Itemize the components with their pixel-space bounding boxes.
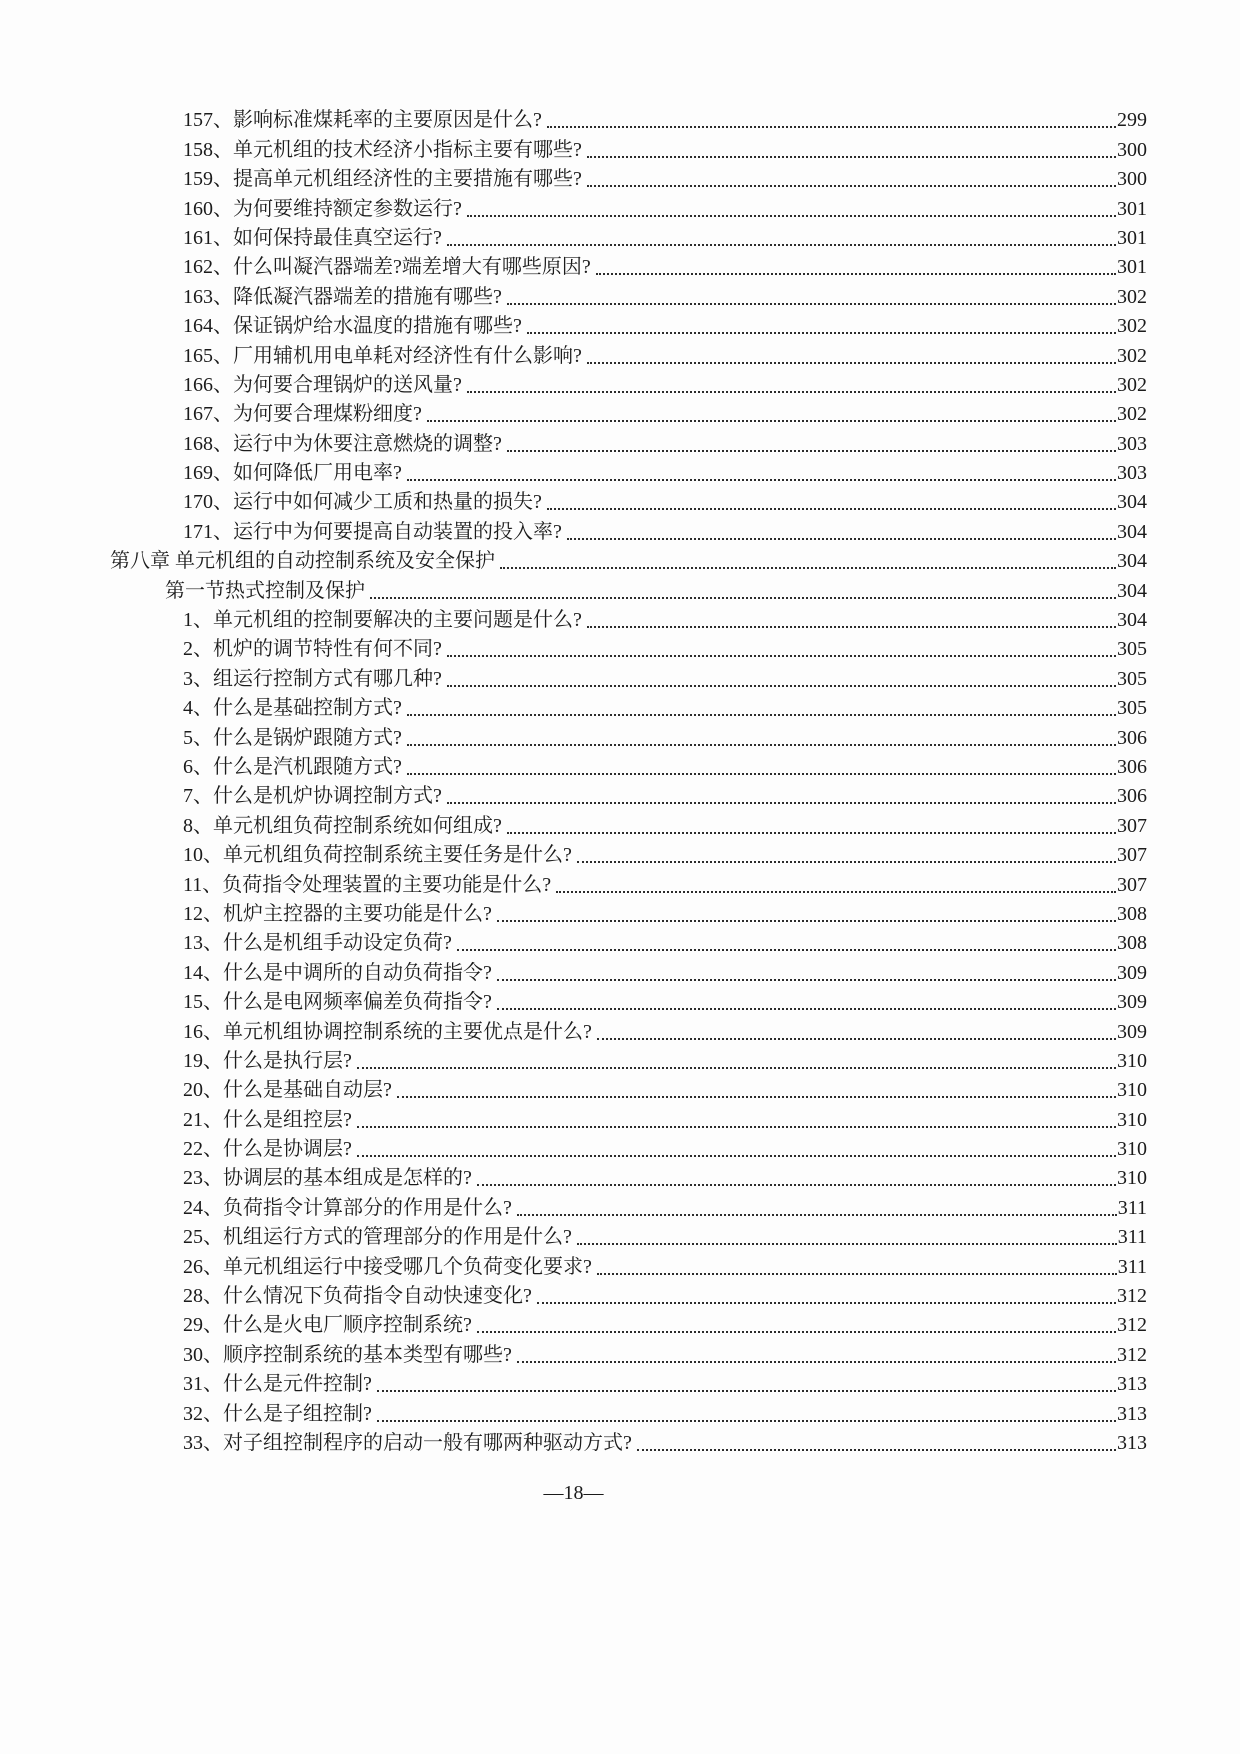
dotted-leader — [357, 1067, 1116, 1069]
toc-entry — [0, 486, 1147, 515]
toc-entry-label: 24、负荷指令计算部分的作用是什么? — [183, 1196, 512, 1219]
toc-entry-label: 8、单元机组负荷控制系统如何组成? — [183, 814, 502, 837]
toc-entry — [0, 604, 1147, 633]
toc-entry — [0, 104, 1147, 133]
toc-entry-page: 311 — [1117, 1226, 1147, 1249]
toc-entry — [0, 721, 1147, 750]
toc-entry — [0, 1397, 1147, 1426]
dotted-leader — [587, 156, 1116, 158]
dotted-leader — [447, 685, 1116, 687]
toc-entry-label: 167、为何要合理煤粉细度? — [183, 403, 422, 426]
toc-entry — [0, 1045, 1147, 1074]
dotted-leader — [587, 362, 1116, 364]
dotted-leader — [447, 655, 1116, 657]
toc-entry-page: 306 — [1117, 785, 1147, 808]
toc-entry-page: 310 — [1117, 1138, 1147, 1161]
dotted-leader — [597, 1038, 1116, 1040]
toc-entry-page: 300 — [1117, 168, 1147, 191]
dotted-leader — [357, 1155, 1116, 1157]
toc-entry — [0, 751, 1147, 780]
toc-entry-page: 311 — [1117, 1196, 1147, 1219]
toc-entry-label: 22、什么是协调层? — [183, 1138, 352, 1161]
toc-entry — [0, 986, 1147, 1015]
toc-entry — [0, 633, 1147, 662]
dotted-leader — [477, 1184, 1116, 1186]
toc-entry-label: 28、什么情况下负荷指令自动快速变化? — [183, 1285, 532, 1308]
dotted-leader — [377, 1390, 1116, 1392]
dotted-leader — [517, 1214, 1117, 1216]
toc-entry-label: 2、机炉的调节特性有何不同? — [183, 638, 442, 661]
toc-entry-label: 1、单元机组的控制要解决的主要问题是什么? — [183, 609, 582, 632]
dotted-leader — [407, 479, 1116, 481]
toc-entry-page: 302 — [1117, 373, 1147, 396]
toc-entry — [0, 1221, 1147, 1250]
dotted-leader — [517, 1361, 1116, 1363]
dotted-leader — [547, 126, 1116, 128]
toc-entry — [0, 1338, 1147, 1367]
toc-entry-page: 304 — [1117, 550, 1147, 573]
toc-entry-label: 162、什么叫凝汽器端差?端差增大有哪些原因? — [183, 256, 591, 279]
toc-entry-page: 307 — [1117, 873, 1147, 896]
dotted-leader — [567, 538, 1116, 540]
toc-entry-page: 305 — [1117, 638, 1147, 661]
toc-entry-page: 306 — [1117, 755, 1147, 778]
toc-entry-label: 160、为何要维持额定参数运行? — [183, 197, 462, 220]
toc-entry-label: 15、什么是电网频率偏差负荷指令? — [183, 991, 492, 1014]
toc-entry-page: 310 — [1117, 1079, 1147, 1102]
toc-entry-label: 163、降低凝汽器端差的措施有哪些? — [183, 285, 502, 308]
toc-entry — [0, 956, 1147, 985]
dotted-leader — [497, 1008, 1116, 1010]
toc-entry-label: 14、什么是中调所的自动负荷指令? — [183, 961, 492, 984]
toc-entry — [0, 839, 1147, 868]
toc-entry — [0, 222, 1147, 251]
toc-entry-page: 311 — [1117, 1255, 1147, 1278]
dotted-leader — [547, 508, 1116, 510]
toc-entry — [0, 927, 1147, 956]
toc-entry — [0, 133, 1147, 162]
toc-entry — [0, 398, 1147, 427]
toc-entry-page: 308 — [1117, 932, 1147, 955]
toc-entry — [0, 662, 1147, 691]
toc-entry — [0, 192, 1147, 221]
toc-entry-page: 302 — [1117, 315, 1147, 338]
toc-entry — [0, 1250, 1147, 1279]
dotted-leader — [507, 303, 1116, 305]
dotted-leader — [370, 597, 1116, 599]
dotted-leader — [577, 1243, 1117, 1245]
toc-entry-page: 302 — [1117, 285, 1147, 308]
toc-entry-page: 306 — [1117, 726, 1147, 749]
dotted-leader — [467, 215, 1116, 217]
toc-entry — [0, 1103, 1147, 1132]
dotted-leader — [587, 185, 1116, 187]
dotted-leader — [507, 450, 1116, 452]
toc-entry-label: 164、保证锅炉给水温度的措施有哪些? — [183, 315, 522, 338]
toc-entry-label: 168、运行中为休要注意燃烧的调整? — [183, 432, 502, 455]
dotted-leader — [447, 244, 1116, 246]
toc-entry-label: 26、单元机组运行中接受哪几个负荷变化要求? — [183, 1255, 592, 1278]
toc-entry — [0, 369, 1147, 398]
toc-entry-label: 33、对子组控制程序的启动一般有哪两种驱动方式? — [183, 1431, 632, 1454]
toc-entry-label: 11、负荷指令处理装置的主要功能是什么? — [183, 873, 552, 896]
toc-entry-page: 301 — [1117, 226, 1147, 249]
dotted-leader — [597, 1273, 1117, 1275]
toc-entry — [0, 1280, 1147, 1309]
dotted-leader — [477, 1331, 1116, 1333]
toc-entry — [0, 339, 1147, 368]
toc-entry — [0, 280, 1147, 309]
toc-entry-page: 305 — [1117, 667, 1147, 690]
dotted-leader — [467, 391, 1116, 393]
toc-entry-page: 301 — [1117, 197, 1147, 220]
toc-entry-page: 304 — [1117, 609, 1147, 632]
toc-entry-label: 159、提高单元机组经济性的主要措施有哪些? — [183, 168, 582, 191]
toc-entry — [0, 809, 1147, 838]
toc-entry — [0, 898, 1147, 927]
dotted-leader — [377, 1420, 1116, 1422]
toc-entry-page: 301 — [1117, 256, 1147, 279]
toc-entry-label: 21、什么是组控层? — [183, 1108, 352, 1131]
toc-entry-label: 13、什么是机组手动设定负荷? — [183, 932, 452, 955]
toc-entry — [0, 1074, 1147, 1103]
toc-entry-label: 5、什么是锅炉跟随方式? — [183, 726, 402, 749]
toc-entry — [0, 545, 1147, 574]
dotted-leader — [500, 567, 1116, 569]
dotted-leader — [497, 920, 1116, 922]
toc-entry-page: 303 — [1117, 432, 1147, 455]
toc-entry — [0, 427, 1147, 456]
toc-entry-label: 161、如何保持最佳真空运行? — [183, 226, 442, 249]
toc-entry-label: 32、什么是子组控制? — [183, 1402, 372, 1425]
dotted-leader — [447, 802, 1116, 804]
toc-entry-page: 310 — [1117, 1167, 1147, 1190]
toc-entry-page: 302 — [1117, 403, 1147, 426]
toc-entry — [0, 1162, 1147, 1191]
toc-entry — [0, 163, 1147, 192]
dotted-leader — [596, 273, 1116, 275]
toc-entry-label: 170、运行中如何减少工质和热量的损失? — [183, 491, 542, 514]
toc-entry-label: 23、协调层的基本组成是怎样的? — [183, 1167, 472, 1190]
toc-entry — [0, 515, 1147, 544]
toc-entry-label: 12、机炉主控器的主要功能是什么? — [183, 902, 492, 925]
toc-entry-page: 312 — [1117, 1285, 1147, 1308]
toc-entry — [0, 1133, 1147, 1162]
dotted-leader — [537, 1302, 1116, 1304]
toc-entry — [0, 868, 1147, 897]
toc-entry-page: 303 — [1117, 462, 1147, 485]
toc-entry-page: 310 — [1117, 1108, 1147, 1131]
toc-entry — [0, 1191, 1147, 1220]
toc-entry-label: 第一节热式控制及保护 — [165, 579, 365, 602]
toc-entry-page: 310 — [1117, 1049, 1147, 1072]
toc-entry-label: 第八章 单元机组的自动控制系统及安全保护 — [110, 550, 495, 573]
toc-entry-label: 31、什么是元件控制? — [183, 1373, 372, 1396]
toc-entry — [0, 574, 1147, 603]
toc-entry — [0, 780, 1147, 809]
toc-entry-page: 305 — [1117, 697, 1147, 720]
toc-entry — [0, 692, 1147, 721]
dotted-leader — [556, 891, 1116, 893]
toc-entry-label: 20、什么是基础自动层? — [183, 1079, 392, 1102]
dotted-leader — [407, 744, 1116, 746]
page-number-footer: —18— — [543, 1482, 604, 1504]
toc-entry — [0, 310, 1147, 339]
toc-entry — [0, 1015, 1147, 1044]
toc-entry — [0, 1309, 1147, 1338]
toc-entry — [0, 1427, 1147, 1456]
dotted-leader — [587, 626, 1116, 628]
toc-entry-label: 16、单元机组协调控制系统的主要优点是什么? — [183, 1020, 592, 1043]
dotted-leader — [527, 332, 1116, 334]
toc-entry-page: 312 — [1117, 1314, 1147, 1337]
toc-entry-label: 6、什么是汽机跟随方式? — [183, 755, 402, 778]
toc-entry-label: 169、如何降低厂用电率? — [183, 462, 402, 485]
table-of-contents — [0, 104, 1240, 1456]
toc-entry-label: 10、单元机组负荷控制系统主要任务是什么? — [183, 844, 572, 867]
dotted-leader — [497, 979, 1116, 981]
toc-entry-page: 300 — [1117, 138, 1147, 161]
toc-entry-label: 30、顺序控制系统的基本类型有哪些? — [183, 1343, 512, 1366]
toc-entry-label: 25、机组运行方式的管理部分的作用是什么? — [183, 1226, 572, 1249]
toc-entry-label: 165、厂用辅机用电单耗对经济性有什么影响? — [183, 344, 582, 367]
toc-entry-page: 313 — [1117, 1431, 1147, 1454]
toc-entry-label: 171、运行中为何要提高自动装置的投入率? — [183, 520, 562, 543]
dotted-leader — [407, 773, 1116, 775]
toc-entry-label: 19、什么是执行层? — [183, 1049, 352, 1072]
toc-entry — [0, 457, 1147, 486]
toc-entry-page: 302 — [1117, 344, 1147, 367]
toc-entry — [0, 1368, 1147, 1397]
dotted-leader — [457, 949, 1116, 951]
dotted-leader — [357, 1126, 1116, 1128]
toc-entry-page: 304 — [1117, 520, 1147, 543]
toc-entry-page: 313 — [1117, 1402, 1147, 1425]
dotted-leader — [407, 714, 1116, 716]
toc-entry-label: 29、什么是火电厂顺序控制系统? — [183, 1314, 472, 1337]
toc-entry-page: 299 — [1117, 109, 1147, 132]
dotted-leader — [577, 861, 1116, 863]
toc-entry-label: 158、单元机组的技术经济小指标主要有哪些? — [183, 138, 582, 161]
toc-entry-page: 307 — [1117, 814, 1147, 837]
toc-entry-label: 3、组运行控制方式有哪几种? — [183, 667, 442, 690]
toc-entry-page: 309 — [1117, 961, 1147, 984]
toc-entry-page: 308 — [1117, 902, 1147, 925]
toc-entry-page: 304 — [1117, 579, 1147, 602]
toc-entry-page: 309 — [1117, 991, 1147, 1014]
dotted-leader — [397, 1096, 1116, 1098]
toc-entry-label: 157、影响标准煤耗率的主要原因是什么? — [183, 109, 542, 132]
toc-entry-page: 304 — [1117, 491, 1147, 514]
toc-entry-label: 166、为何要合理锅炉的送风量? — [183, 373, 462, 396]
dotted-leader — [507, 832, 1116, 834]
toc-entry-page: 312 — [1117, 1343, 1147, 1366]
dotted-leader — [427, 420, 1116, 422]
toc-entry-label: 7、什么是机炉协调控制方式? — [183, 785, 442, 808]
toc-entry-page: 307 — [1117, 844, 1147, 867]
toc-entry-page: 309 — [1117, 1020, 1147, 1043]
toc-entry-page: 313 — [1117, 1373, 1147, 1396]
toc-entry — [0, 251, 1147, 280]
toc-entry-label: 4、什么是基础控制方式? — [183, 697, 402, 720]
dotted-leader — [637, 1449, 1116, 1451]
